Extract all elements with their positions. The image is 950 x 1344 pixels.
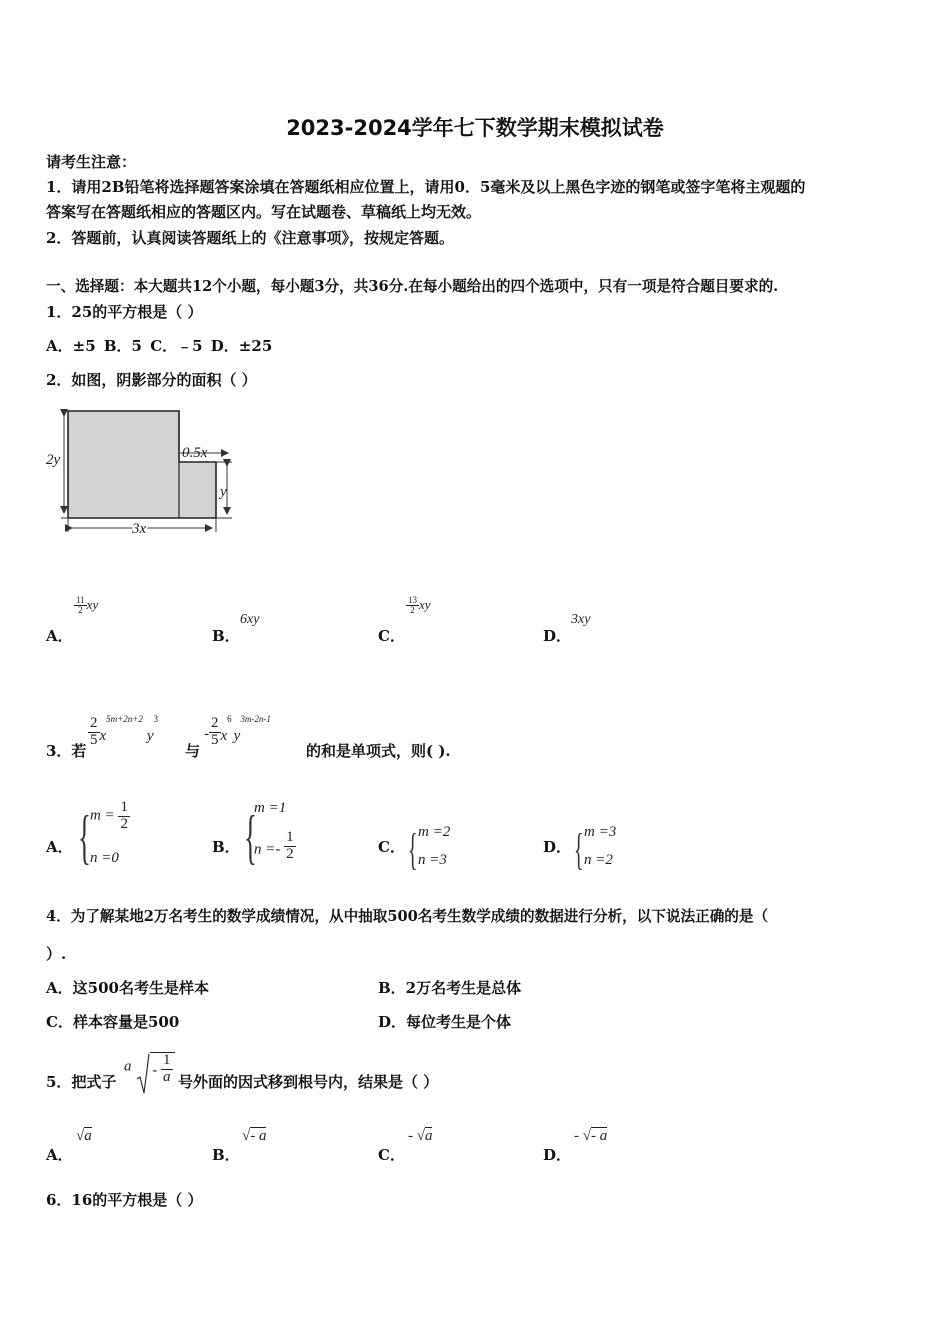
q3-connector: 与 — [185, 742, 201, 760]
label-05x: 0.5x — [182, 445, 208, 461]
q3-option-c-system: { m =2 n =3 — [408, 824, 451, 874]
q3-option-a-system: { m = $\frac{1}{2}$ n =0 — [78, 799, 128, 870]
q5-option-d-expr: - √- a — [574, 1128, 608, 1144]
q5-option-d-letter: D． — [543, 1146, 572, 1164]
q2-figure — [44, 404, 244, 539]
q3-option-b-system: { m =1 n =- $\frac{1}{2}$ — [244, 800, 294, 870]
q3-term1: $\frac{2}{5}$ $x^{5m+2n+2}y^3$ — [90, 714, 158, 749]
q2-option-d-letter: D． — [543, 627, 572, 645]
q2-option-d-expr: 3xy — [571, 612, 591, 627]
q3-option-d-letter: D． — [543, 838, 572, 856]
q1-stem: 1．25的平方根是（ ） — [46, 303, 203, 321]
q3-option-d-system: { m =3 n =2 — [574, 824, 617, 874]
q4-option-a: A．这500名考生是样本 — [46, 979, 209, 997]
q5-suffix: 号外面的因式移到根号内，结果是（ ） — [178, 1073, 439, 1091]
q4-stem-line-1: 4．为了解某地2万名考生的数学成绩情况，从中抽取500名考生数学成绩的数据进行分析，以下说法正确的是（ — [46, 908, 769, 925]
label-3x: 3x — [132, 521, 147, 537]
notice-heading: 请考生注意： — [46, 153, 137, 171]
q3-option-c-letter: C． — [378, 838, 405, 856]
q3-term2: - $\frac{2}{5}$ $x^6y^{3m-2n-1}$ — [204, 714, 271, 749]
notice-line-2: 答案写在答题纸相应的答题区内。写在试题卷、草稿纸上均无效。 — [46, 203, 482, 221]
label-y: y — [220, 484, 227, 500]
label-2y: 2y — [46, 452, 61, 468]
q1-options: A．±5 B．5 C．﹣5 D．±25 — [46, 337, 273, 355]
notice-line-3: 2．答题前，认真阅读答题纸上的《注意事项》，按规定答题。 — [46, 229, 454, 247]
q6-stem: 6．16的平方根是（ ） — [46, 1191, 203, 1209]
q2-option-a-letter: A． — [46, 627, 73, 645]
q5-option-c-letter: C． — [378, 1146, 405, 1164]
q2-option-c-expr: $\frac{13}{2}$ xy — [408, 595, 431, 616]
q3-option-b-letter: B． — [212, 838, 240, 856]
q5-expression: a - $\frac{1}{a}$ — [124, 1052, 175, 1097]
q5-option-a-expr: √a — [76, 1128, 92, 1144]
q4-option-c: C．样本容量是500 — [46, 1013, 180, 1031]
q4-stem-line-2: ）. — [46, 945, 67, 963]
notice-line-1: 1．请用2B铅笔将选择题答案涂填在答题纸相应位置上，请用0．5毫米及以上黑色字迹的钢笔或签字笔将主观题的 — [46, 178, 806, 196]
section-heading: 一、选择题：本大题共12个小题，每小题3分，共36分.在每小题给出的四个选项中，只有一项是符合题目要求的. — [46, 278, 779, 295]
q2-stem: 2．如图，阴影部分的面积（ ） — [46, 371, 257, 389]
q4-option-d: D．每位考生是个体 — [378, 1013, 512, 1031]
page-title: 2023-2024学年七下数学期末模拟试卷 — [286, 116, 664, 140]
q4-option-b: B．2万名考生是总体 — [378, 979, 522, 997]
q5-prefix: 5．把式子 — [46, 1073, 117, 1091]
q3-suffix: 的和是单项式，则( ). — [306, 742, 451, 760]
q5-option-a-letter: A． — [46, 1146, 73, 1164]
q2-option-a-expr: $\frac{11}{2}$ xy — [76, 595, 99, 616]
q2-option-b-expr: 6xy — [240, 612, 260, 627]
q5-radical-sign — [136, 1053, 150, 1097]
shaded-region — [68, 411, 216, 518]
q5-option-b-expr: √- a — [242, 1128, 267, 1144]
q5-option-c-expr: - √a — [408, 1128, 433, 1144]
q2-option-b-letter: B． — [212, 627, 240, 645]
q3-option-a-letter: A． — [46, 838, 73, 856]
q3-prefix: 3．若 — [46, 742, 87, 760]
q2-option-c-letter: C． — [378, 627, 405, 645]
q5-option-b-letter: B． — [212, 1146, 240, 1164]
